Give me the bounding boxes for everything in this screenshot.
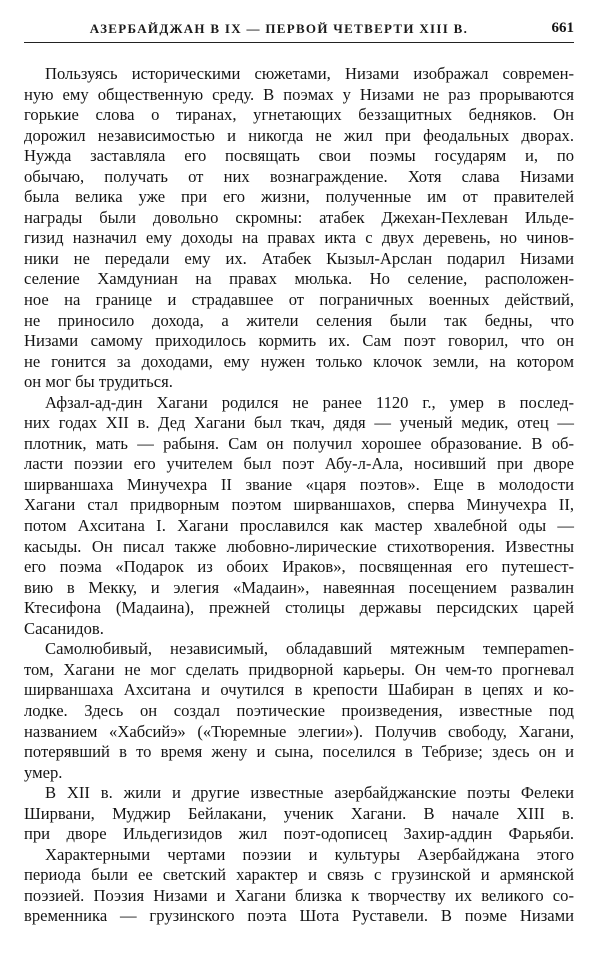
text-line: ную ему общественную среду. В поэмах у Низами не раз прорываются [24, 84, 574, 104]
text-line: горькие слова о тиранах, угнетающих беззащитных бедняков. Он [24, 105, 574, 125]
text-line: временника — грузинского поэта Шота Руставели. В поэме Низами [24, 906, 574, 926]
text-line: обычаю, получать от них вознаграждение. Хотя слава Низами [24, 166, 574, 186]
paragraph-4 [24, 783, 574, 845]
text-line: Ширвани, Муджир Бейлакани, ученик Хагани. В начале XIII в. [24, 803, 574, 823]
text-line: гизид назначил ему доходы на правах икта с двух деревень, но чинов- [24, 228, 574, 248]
text-line: дорожил независимостью и никогда не жил при феодальных дворах. [24, 125, 574, 145]
paragraph-1 [24, 64, 574, 393]
text-line: его поэма «Подарок из обоих Ираков», посвященная его путешест- [24, 557, 574, 577]
page-number: 661 [551, 20, 574, 36]
text-line: них годах XII в. Дед Хагани был ткач, дядя — ученый медик, отец — [24, 413, 574, 433]
text-line: Ктесифона (Мадаина), прежней столицы державы персидских царей [24, 598, 574, 618]
text-line: Низами самому приходилось кормить их. Сам поэт говорил, что он [24, 331, 574, 351]
paragraph-2 [24, 393, 574, 640]
text-line: ширваншаха Минучехра II звание «царя поэтов». Еще в молодости [24, 474, 574, 494]
text-line: ласти поэзии его учителем был поэт Абу-л-Ала, носивший при дворе [24, 454, 574, 474]
text-line: названием «Хабсийэ» («Тюремные элегии»). Получив свободу, Хагани, [24, 721, 574, 741]
text-line: Сасанидов. [24, 618, 104, 638]
body-text [24, 64, 574, 927]
paragraph-3 [24, 639, 574, 783]
text-line: Нужда заставляла его посвящать свои поэмы государям и, по [24, 146, 574, 166]
text-line: Афзал-ад-дин Хагани родился не ранее 1120 г., умер в послед- [45, 392, 574, 412]
text-line: лодке. Здесь он создал поэтические произведения, известные под [24, 700, 574, 720]
text-line: потом Ахситана I. Хагани прославился как мастер хвалебной оды — [24, 516, 574, 536]
text-line: потерявший в то время жену и сына, поселился в Тебризе; здесь он и [24, 742, 574, 762]
text-line: касыды. Он писал также любовно-лирические стихотворения. Известны [24, 536, 574, 556]
paragraph-5 [24, 845, 574, 927]
text-line: Хагани стал придворным поэтом ширваншахов, сперва Минучехра II, [24, 495, 574, 515]
text-line: периода были ее светский характер и связь с грузинской и армянской [24, 865, 574, 885]
text-line: ное на границе и страдавшее от пограничных военных действий, [24, 290, 574, 310]
text-line: ники не передали ему их. Атабек Кызыл-Арслан подарил Низами [24, 248, 574, 268]
text-line: Пользуясь историческими сюжетами, Низами изображал современ- [45, 64, 574, 83]
page-header [24, 18, 574, 43]
text-line: селение Хамдуниан на правах мюлька. Но селение, расположен- [24, 269, 574, 289]
text-line: том, Хагани не мог сделать придворной карьеры. Он чем-то прогневал [24, 659, 574, 679]
text-line: поэзией. Поэзия Низами и Хагани близка к творчеству их великого со- [24, 885, 574, 905]
text-line: ширваншаха Ахситана и очутился в крепости Шабиран в цепях и ко- [24, 680, 574, 700]
text-line: Самолюбивый, независимый, обладавший мятежным темпераmen- [45, 639, 574, 659]
text-line: он мог бы трудиться. [24, 372, 173, 392]
text-line: при дворе Ильдегизидов жил поэт-одописец Захир-аддин Фарьяби. [24, 824, 574, 844]
text-line: не приносило дохода, а жители селения были так бедны, что [24, 310, 574, 330]
text-line: вию в Мекку, и элегия «Мадаин», навеянная посещением развалин [24, 577, 574, 597]
text-line: умер. [24, 762, 63, 782]
text-line: не гонится за доходами, ему нужен только клочок земли, на котором [24, 351, 574, 371]
text-line: награды были довольно скромны: атабек Джехан-Пехлеван Ильде- [24, 207, 574, 227]
text-line: Характерными чертами поэзии и культуры Азербайджана этого [45, 844, 574, 864]
text-line: В XII в. жили и другие известные азербайджанские поэты Фелеки [45, 783, 574, 803]
running-title: АЗЕРБАЙДЖАН В IX — ПЕРВОЙ ЧЕТВЕРТИ XIII В. [89, 21, 469, 36]
text-line: была велика уже при его жизни, полученные им от правителей [24, 187, 574, 207]
text-line: плотник, мать — рабыня. Сам он получил хорошее образование. В об- [24, 433, 574, 453]
